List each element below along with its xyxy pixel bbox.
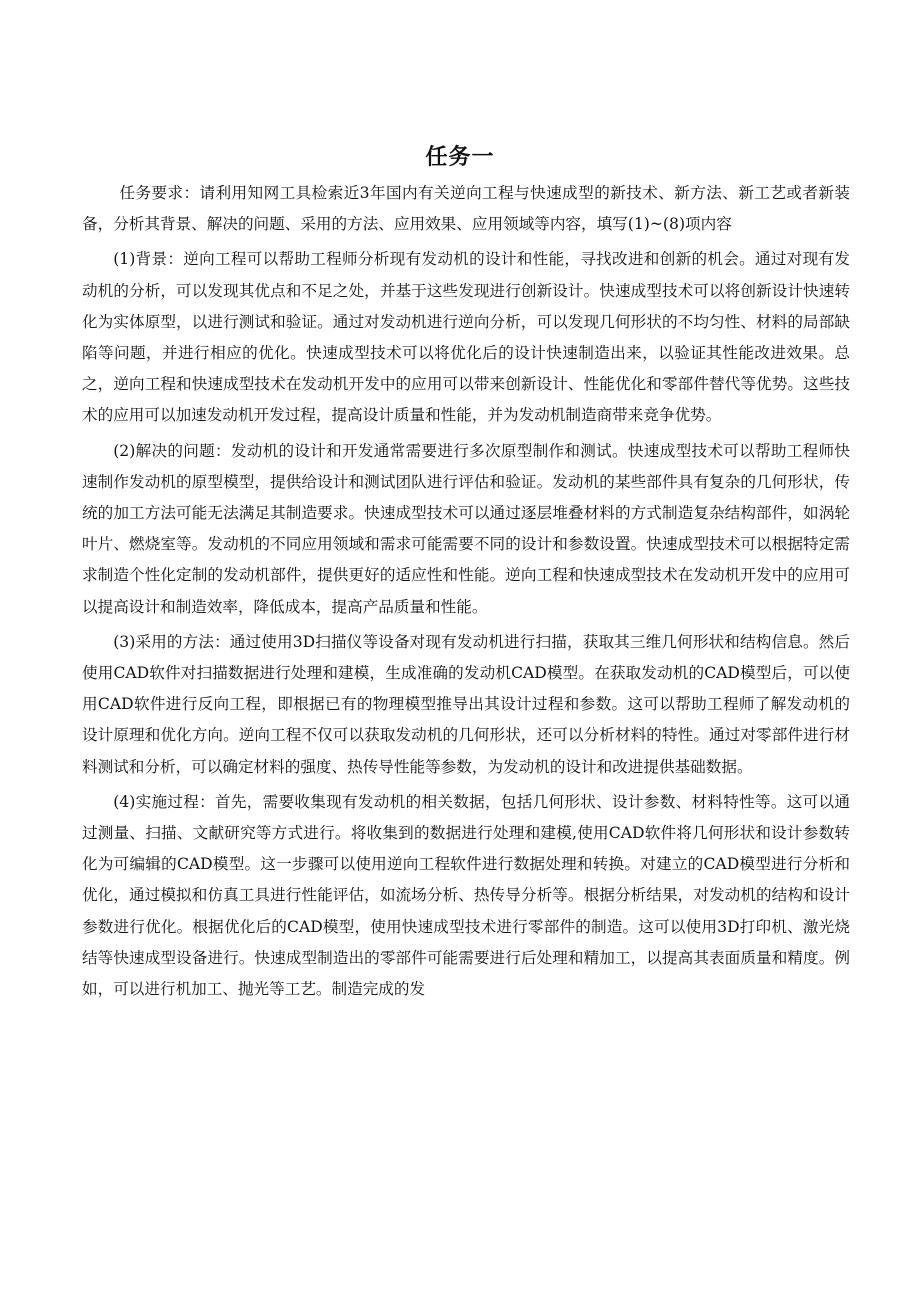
- methods-paragraph: (3)采用的方法：通过使用3D扫描仪等设备对现有发动机进行扫描，获取其三维几何形状和结构信息。然后使用CAD软件对扫描数据进行处理和建模，生成准确的发动机CAD模型。在获取发动机的CAD模型后，可以使用CAD软件进行反向工程，即根据已有的物理模型推导出其设计过程和参数。这可以帮助工程师了解发动机的设计原理和优化方向。逆向工程不仅可以获取发动机的几何形状，还可以分析材料的特性。通过对零部件进行材料测试和分析，可以确定材料的强度、热传导性能等参数，为发动机的设计和改进提供基础数据。: [82, 632, 850, 776]
- document-body: [82, 178, 850, 1005]
- task-requirement-paragraph: 任务要求：请利用知网工具检索近3年国内有关逆向工程与快速成型的新技术、新方法、新工艺或者新装备，分析其背景、解决的问题、采用的方法、应用效果、应用领域等内容，填写(1)~(8)项内容: [82, 184, 850, 234]
- implementation-paragraph: (4)实施过程：首先，需要收集现有发动机的相关数据，包括几何形状、设计参数、材料特性等。这可以通过测量、扫描、文献研究等方式进行。将收集到的数据进行处理和建模,使用CAD软件将几何形状和设计参数转化为可编辑的CAD模型。这一步骤可以使用逆向工程软件进行数据处理和转换。对建立的CAD模型进行分析和优化，通过模拟和仿真工具进行性能评估，如流场分析、热传导分析等。根据分析结果，对发动机的结构和设计参数进行优化。根据优化后的CAD模型，使用快速成型技术进行零部件的制造。这可以使用3D打印机、激光烧结等快速成型设备进行。快速成型制造出的零部件可能需要进行后处理和精加工，以提高其表面质量和精度。例如，可以进行机加工、抛光等工艺。制造完成的发: [82, 792, 850, 999]
- background-paragraph: (1)背景：逆向工程可以帮助工程师分析现有发动机的设计和性能，寻找改进和创新的机会。通过对现有发动机的分析，可以发现其优点和不足之处，并基于这些发现进行创新设计。快速成型技术可以将创新设计快速转化为实体原型，以进行测试和验证。通过对发动机进行逆向分析，可以发现几何形状的不均匀性、材料的局部缺陷等问题，并进行相应的优化。快速成型技术可以将优化后的设计快速制造出来，以验证其性能改进效果。总之，逆向工程和快速成型技术在发动机开发中的应用可以带来创新设计、性能优化和零部件替代等优势。这些技术的应用可以加速发动机开发过程，提高设计质量和性能，并为发动机制造商带来竞争优势。: [82, 250, 850, 425]
- problems-solved-paragraph: (2)解决的问题：发动机的设计和开发通常需要进行多次原型制作和测试。快速成型技术可以帮助工程师快速制作发动机的原型模型，提供给设计和测试团队进行评估和验证。发动机的某些部件具有复杂的几何形状，传统的加工方法可能无法满足其制造要求。快速成型技术可以通过逐层堆叠材料的方式制造复杂结构部件，如涡轮叶片、燃烧室等。发动机的不同应用领域和需求可能需要不同的设计和参数设置。快速成型技术可以根据特定需求制造个性化定制的发动机部件，提供更好的适应性和性能。逆向工程和快速成型技术在发动机开发中的应用可以提高设计和制造效率，降低成本，提高产品质量和性能。: [82, 441, 850, 616]
- page-title: 任务一: [425, 145, 495, 170]
